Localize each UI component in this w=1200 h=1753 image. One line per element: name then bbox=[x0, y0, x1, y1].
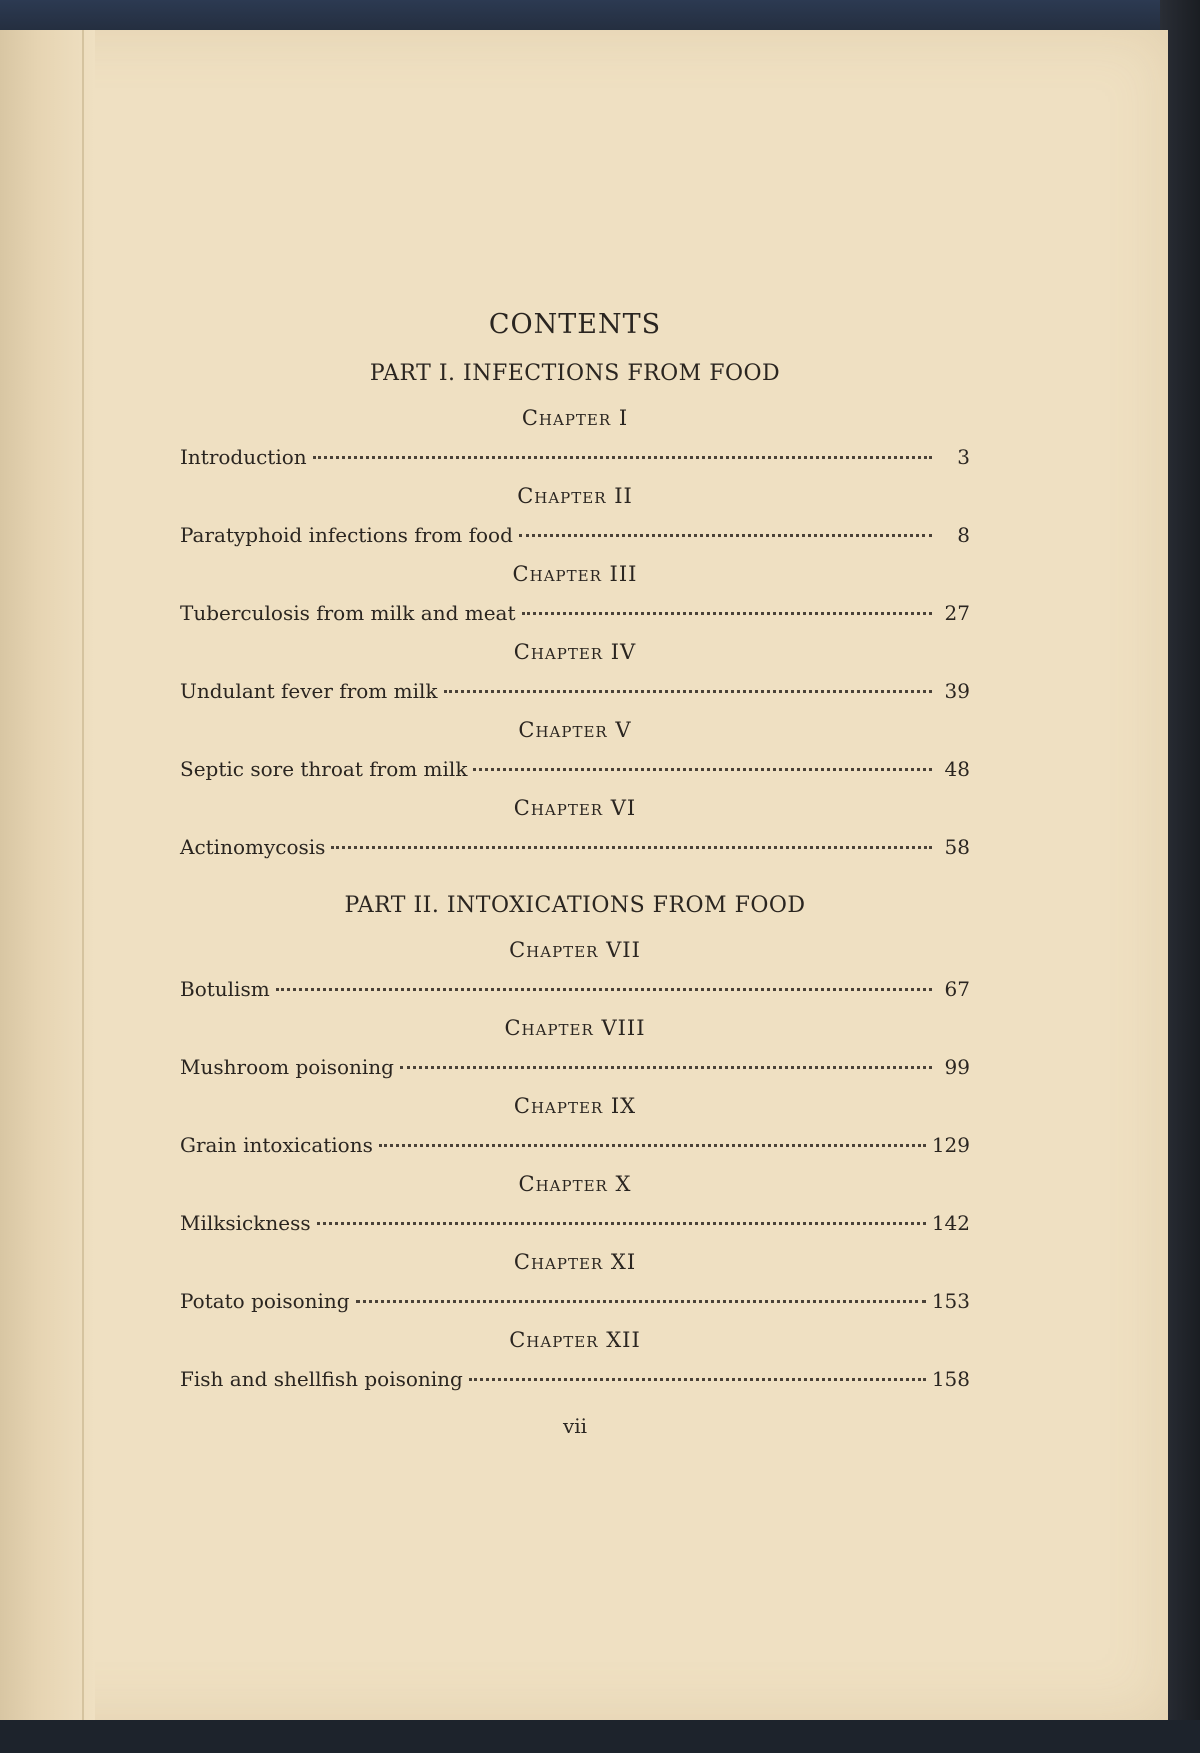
chapter-heading: Chapter X bbox=[518, 1172, 632, 1196]
chapter-heading: Chapter V bbox=[518, 718, 632, 742]
folio: vii bbox=[562, 1414, 588, 1438]
toc-entry bbox=[180, 594, 970, 632]
dot-leader bbox=[331, 846, 932, 849]
toc-entry bbox=[180, 438, 970, 476]
entry-title: Mushroom poisoning bbox=[180, 1055, 394, 1079]
entry-title: Introduction bbox=[180, 445, 307, 469]
chapter-heading: Chapter XII bbox=[509, 1328, 641, 1352]
chapter-heading: Chapter IX bbox=[513, 1094, 637, 1118]
entry-title: Botulism bbox=[180, 977, 270, 1001]
page-gutter bbox=[0, 30, 95, 1720]
dot-leader bbox=[519, 534, 932, 537]
toc-entry bbox=[180, 828, 970, 866]
entry-title: Actinomycosis bbox=[180, 835, 326, 859]
table-of-contents bbox=[180, 300, 970, 1446]
toc-entry bbox=[180, 1048, 970, 1086]
chapter-heading: Chapter I bbox=[521, 406, 629, 430]
part-heading: PART I. INFECTIONS FROM FOOD bbox=[369, 361, 781, 386]
dot-leader bbox=[522, 612, 932, 615]
dot-leader bbox=[444, 690, 932, 693]
dot-leader bbox=[356, 1300, 926, 1303]
chapter-heading: Chapter XI bbox=[513, 1250, 637, 1274]
chapter-heading: Chapter VI bbox=[513, 796, 637, 820]
toc-entry bbox=[180, 1282, 970, 1320]
entry-page-number: 27 bbox=[944, 601, 970, 625]
dot-leader bbox=[400, 1066, 932, 1069]
entry-title: Grain intoxications bbox=[180, 1133, 373, 1157]
chapter-heading: Chapter VII bbox=[509, 938, 641, 962]
entry-page-number: 39 bbox=[944, 679, 970, 703]
toc-entry bbox=[180, 516, 970, 554]
part-heading: PART II. INTOXICATIONS FROM FOOD bbox=[344, 893, 806, 918]
chapter-heading: Chapter IV bbox=[513, 640, 637, 664]
contents-title: CONTENTS bbox=[488, 309, 662, 340]
chapter-heading: Chapter VIII bbox=[504, 1016, 646, 1040]
entry-title: Milksickness bbox=[180, 1211, 311, 1235]
entry-title: Septic sore throat from milk bbox=[180, 757, 468, 781]
entry-title: Fish and shellfish poisoning bbox=[180, 1367, 463, 1391]
entry-page-number: 99 bbox=[944, 1055, 970, 1079]
toc-entry bbox=[180, 750, 970, 788]
dot-leader bbox=[473, 768, 932, 771]
entry-title: Paratyphoid infections from food bbox=[180, 523, 513, 547]
toc-entry bbox=[180, 1126, 970, 1164]
book-cover-bottom bbox=[0, 1720, 1200, 1753]
toc-entry bbox=[180, 970, 970, 1008]
entry-page-number: 48 bbox=[944, 757, 970, 781]
entry-page-number: 129 bbox=[931, 1133, 970, 1157]
gutter-fold bbox=[82, 30, 84, 1720]
dot-leader bbox=[276, 988, 932, 991]
chapter-heading: Chapter II bbox=[517, 484, 633, 508]
chapter-heading: Chapter III bbox=[512, 562, 638, 586]
toc-entry bbox=[180, 672, 970, 710]
dot-leader bbox=[469, 1378, 926, 1381]
entry-page-number: 3 bbox=[957, 445, 970, 469]
entry-title: Potato poisoning bbox=[180, 1289, 350, 1313]
entry-page-number: 67 bbox=[944, 977, 970, 1001]
toc-entry bbox=[180, 1204, 970, 1242]
entry-title: Tuberculosis from milk and meat bbox=[180, 601, 516, 625]
entry-page-number: 142 bbox=[931, 1211, 970, 1235]
entry-page-number: 158 bbox=[931, 1367, 970, 1391]
entry-page-number: 8 bbox=[957, 523, 970, 547]
entry-page-number: 153 bbox=[931, 1289, 970, 1313]
entry-title: Undulant fever from milk bbox=[180, 679, 438, 703]
toc-entry bbox=[180, 1360, 970, 1398]
dot-leader bbox=[317, 1222, 926, 1225]
entry-page-number: 58 bbox=[944, 835, 970, 859]
dot-leader bbox=[379, 1144, 926, 1147]
dot-leader bbox=[313, 456, 932, 459]
